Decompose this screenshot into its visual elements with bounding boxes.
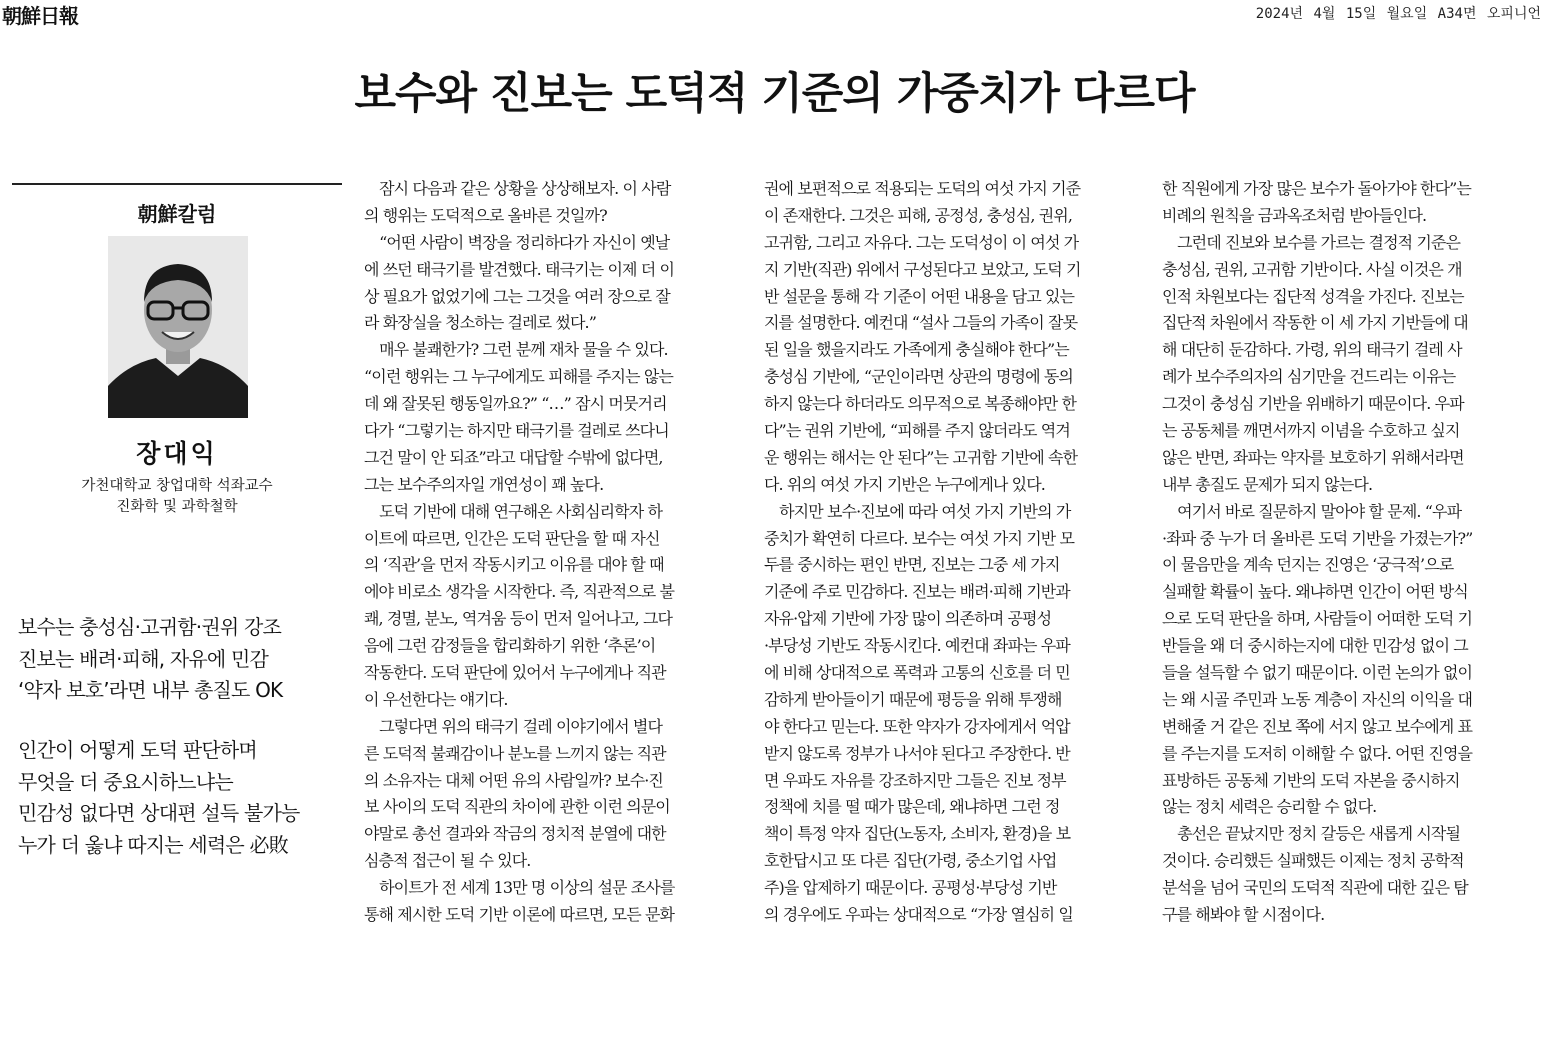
body-text-line: 보 사이의 도덕 직관의 차이에 관한 이런 의문이 [364, 797, 670, 817]
body-text-line: 기준에 주로 민감하다. 진보는 배려·피해 기반과 [764, 582, 1070, 602]
body-text-line: ·좌파 중 누가 더 올바른 도덕 기반을 가졌는가?” [1162, 528, 1473, 548]
body-text-line: 내부 총질도 문제가 되지 않는다. [1162, 474, 1373, 494]
body-text-line: 를 주는지를 도저히 이해할 수 없다. 어떤 진영을 [1162, 743, 1473, 763]
affiliation-line: 진화학 및 과학철학 [116, 499, 238, 515]
body-text-line: 변해줄 거 같은 진보 쪽에 서지 않고 보수에게 표 [1162, 716, 1473, 736]
body-text-line: 른 도덕적 불쾌감이나 분노를 느끼지 않는 직관 [364, 743, 666, 763]
body-text-line: 하이트가 전 세계 13만 명 이상의 설문 조사를 [364, 878, 675, 898]
body-text-line: 권에 보편적으로 적용되는 도덕의 여섯 가지 기준 [764, 179, 1081, 198]
body-text-line: 심층적 접근이 될 수 있다. [364, 851, 531, 871]
pullquote-group [18, 735, 348, 861]
body-text-line: 구를 해봐야 할 시점이다. [1162, 905, 1325, 925]
body-text-line: 호한답시고 또 다른 집단(가령, 중소기업 사업 [764, 851, 1057, 871]
pullquote-line: 무엇을 더 중요시하느냐는 [18, 769, 233, 794]
body-text-line: 해 대단히 둔감하다. 가령, 위의 태극기 걸레 사 [1162, 340, 1462, 360]
body-text-line: 않는 정치 세력은 승리할 수 없다. [1162, 797, 1377, 817]
pullquote-line: 보수는 충성심·고귀함·권위 강조 [18, 615, 281, 639]
article-column-1 [364, 176, 736, 929]
body-text-line: 충성심, 권위, 고귀함 기반이다. 사실 이것은 개 [1162, 259, 1462, 279]
body-text-line: 책이 특정 약자 집단(노동자, 소비자, 환경)을 보 [764, 824, 1071, 844]
body-text-line: 받지 않도록 정부가 나서야 된다고 주장한다. 반 [764, 743, 1070, 763]
body-text-line: ·부당성 기반도 작동시킨다. 예컨대 좌파는 우파 [764, 636, 1070, 656]
body-text-line: 의 ‘직관’을 먼저 작동시키고 이유를 대야 할 때 [364, 555, 664, 575]
body-text-line: 이 우선한다는 얘기다. [364, 689, 508, 709]
body-text-line: 집단적 차원에서 작동한 이 세 가지 기반들에 대 [1162, 313, 1468, 333]
body-text-line: 야말로 총선 결과와 작금의 정치적 분열에 대한 [364, 824, 666, 844]
body-text-line: 감하게 받아들이기 때문에 평등을 위해 투쟁해 [764, 689, 1062, 709]
author-affiliation [12, 476, 342, 518]
body-text-line: 한 직원에게 가장 많은 보수가 돌아가야 한다”는 [1162, 179, 1471, 198]
dateline: 2024년 4월 15일 월요일 A34면 오피니언 [1255, 6, 1541, 22]
article-column-2 [764, 176, 1136, 929]
body-text-line: 된 일을 했을지라도 가족에게 충실해야 한다”는 [764, 340, 1069, 360]
body-text-line: 이트에 따르면, 인간은 도덕 판단을 할 때 자신 [364, 528, 660, 548]
body-text-line: 그것이 충성심 기반을 위배하기 때문이다. 우파 [1162, 394, 1464, 414]
column-kicker: 朝鮮칼럼 [137, 202, 217, 226]
body-text-line: 잠시 다음과 같은 상황을 상상해보자. 이 사람 [364, 179, 671, 198]
body-text-line: 의 소유자는 대체 어떤 유의 사람일까? 보수·진 [364, 770, 663, 790]
body-text-line: 례가 보수주의자의 심기만을 건드리는 이유는 [1162, 367, 1456, 387]
body-text-line: 것이다. 승리했든 실패했든 이제는 정치 공학적 [1162, 851, 1464, 871]
body-text-line: 들을 설득할 수 없기 때문이다. 이런 논의가 없이 [1162, 663, 1473, 683]
pullquote-line: 진보는 배려·피해, 자유에 민감 [18, 646, 269, 671]
body-text-line: 작동한다. 도덕 판단에 있어서 누구에게나 직관 [364, 663, 666, 683]
body-text-line: 의 행위는 도덕적으로 올바른 것일까? [364, 205, 607, 225]
body-text-line: 매우 불쾌한가? 그런 분께 재차 물을 수 있다. [364, 340, 668, 360]
body-text-line: 지를 설명한다. 예컨대 “설사 그들의 가족이 잘못 [764, 313, 1078, 333]
body-text-line: 운 행위는 해서는 안 된다”는 고귀함 기반에 속한 [764, 447, 1078, 467]
body-text-line: 에 쓰던 태극기를 발견했다. 태극기는 이제 더 이 [364, 259, 675, 279]
affiliation-line: 가천대학교 창업대학 석좌교수 [81, 478, 273, 494]
body-text-line: 고귀함, 그리고 자유다. 그는 도덕성이 이 여섯 가 [764, 232, 1079, 252]
body-text-line: 통해 제시한 도덕 기반 이론에 따르면, 모든 문화 [364, 905, 675, 925]
body-text-line: 다”는 권위 기반에, “피해를 주지 않더라도 역겨 [764, 421, 1070, 441]
newspaper-logo: 朝鮮日報 [2, 4, 78, 28]
pullquote-group [18, 612, 348, 707]
body-text-line: 상 필요가 없었기에 그는 그것을 여러 장으로 잘 [364, 286, 670, 306]
body-text-line: 면 우파도 자유를 강조하지만 그들은 진보 정부 [764, 770, 1066, 790]
body-text-line: 는 왜 시골 주민과 노동 계층이 자신의 이익을 대 [1162, 689, 1473, 709]
body-text-line: 실패할 확률이 높다. 왜냐하면 인간이 어떤 방식 [1162, 582, 1468, 602]
body-text-line: 정책에 치를 떨 때가 많은데, 왜냐하면 그런 정 [764, 797, 1060, 817]
author-name: 장대익 [136, 439, 218, 468]
body-text-line: 다가 “그렇기는 하지만 태극기를 걸레로 쓰다니 [364, 421, 669, 441]
pullquote-line: ‘약자 보호’라면 내부 총질도 OK [18, 678, 283, 702]
body-text-line: 지 기반(직관) 위에서 구성된다고 보았고, 도덕 기 [764, 259, 1081, 279]
body-text-line: 표방하든 공동체 기반의 도덕 자본을 중시하지 [1162, 770, 1460, 790]
body-text-line: 도덕 기반에 대해 연구해온 사회심리학자 하 [364, 501, 663, 521]
body-text-line: 으로 도덕 판단을 하며, 사람들이 어떠한 도덕 기 [1162, 609, 1473, 629]
body-text-line: 의 경우에도 우파는 상대적으로 “가장 열심히 일 [764, 905, 1073, 925]
body-text-line: 데 왜 잘못된 행동일까요?” “…” 잠시 머뭇거리 [364, 394, 667, 414]
body-text-line: 에야 비로소 생각을 시작한다. 즉, 직관적으로 불 [364, 582, 675, 602]
pullquote-line: 누가 더 옳냐 따지는 세력은 必敗 [18, 832, 288, 857]
body-text-line: 에 비해 상대적으로 폭력과 고통의 신호를 더 민 [764, 663, 1070, 683]
masthead [0, 0, 1549, 30]
body-text-line: 주)을 압제하기 때문이다. 공평성·부당성 기반 [764, 878, 1057, 898]
article-column-3 [1162, 176, 1534, 929]
body-text-line: 이 존재한다. 그것은 피해, 공정성, 충성심, 권위, [764, 205, 1073, 225]
body-text-line: 음에 그런 감정들을 합리화하기 위한 ‘추론’이 [364, 636, 656, 656]
pullquote-line: 민감성 없다면 상대편 설득 불가능 [18, 801, 300, 825]
body-text-line: 총선은 끝났지만 정치 갈등은 새롭게 시작될 [1162, 824, 1461, 844]
body-text-line: 이 물음만을 계속 던지는 진영은 ‘궁극적’으로 [1162, 555, 1454, 575]
body-text-line: 쾌, 경멸, 분노, 역겨움 등이 먼저 일어나고, 그다 [364, 609, 673, 629]
body-text-line: 반들을 왜 더 중시하는지에 대한 민감성 없이 그 [1162, 636, 1468, 656]
body-text-line: 야 한다고 믿는다. 또한 약자가 강자에게서 억압 [764, 716, 1070, 736]
body-text-line: 인적 차원보다는 집단적 성격을 가진다. 진보는 [1162, 286, 1464, 306]
body-text-line: 그는 보수주의자일 개연성이 꽤 높다. [364, 474, 604, 494]
body-text-line: 여기서 바로 질문하지 말아야 할 문제. “우파 [1162, 501, 1462, 521]
body-text-line: 라 화장실을 청소하는 걸레로 썼다.” [364, 313, 596, 333]
body-text-line: 중치가 확연히 다르다. 보수는 여섯 가지 기반 모 [764, 528, 1075, 548]
body-text-line: 두를 중시하는 편인 반면, 진보는 그중 세 가지 [764, 555, 1060, 575]
body-text-line: 다. 위의 여섯 가지 기반은 누구에게나 있다. [764, 474, 1045, 494]
column-rule-divider [12, 183, 342, 185]
body-text-line: 하지 않는다 하더라도 의무적으로 복종해야만 한 [764, 394, 1077, 414]
body-text-line: 하지만 보수·진보에 따라 여섯 가지 기반의 가 [764, 501, 1071, 521]
body-text-line: 반 설문을 통해 각 기준이 어떤 내용을 담고 있는 [764, 286, 1075, 306]
body-text-line: 는 공동체를 깨면서까지 이념을 수호하고 싶지 [1162, 421, 1460, 441]
author-portrait-icon [108, 236, 248, 418]
body-text-line: 않은 반면, 좌파는 약자를 보호하기 위해서라면 [1162, 447, 1464, 467]
article-headline: 보수와 진보는 도덕적 기준의 가중치가 다르다 [354, 69, 1195, 119]
author-photo [108, 236, 248, 418]
body-text-line: 그렇다면 위의 태극기 걸레 이야기에서 별다 [364, 716, 663, 736]
pullquote-line: 인간이 어떻게 도덕 판단하며 [18, 738, 257, 762]
body-text-line: 충성심 기반에, “군인이라면 상관의 명령에 동의 [764, 367, 1073, 387]
body-text-line: “어떤 사람이 벽장을 정리하다가 자신이 옛날 [364, 232, 670, 252]
body-text-line: “이런 행위는 그 누구에게도 피해를 주지는 않는 [364, 367, 673, 387]
body-text-line: 그런데 진보와 보수를 가르는 결정적 기준은 [1162, 232, 1461, 252]
body-text-line: 자유·압제 기반에 가장 많이 의존하며 공평성 [764, 609, 1052, 629]
body-text-line: 분석을 넘어 국민의 도덕적 직관에 대한 깊은 탐 [1162, 878, 1468, 898]
body-text-line: 비례의 원칙을 금과옥조처럼 받아들인다. [1162, 205, 1427, 225]
body-text-line: 그건 말이 안 되죠”라고 대답할 수밖에 없다면, [364, 447, 663, 467]
